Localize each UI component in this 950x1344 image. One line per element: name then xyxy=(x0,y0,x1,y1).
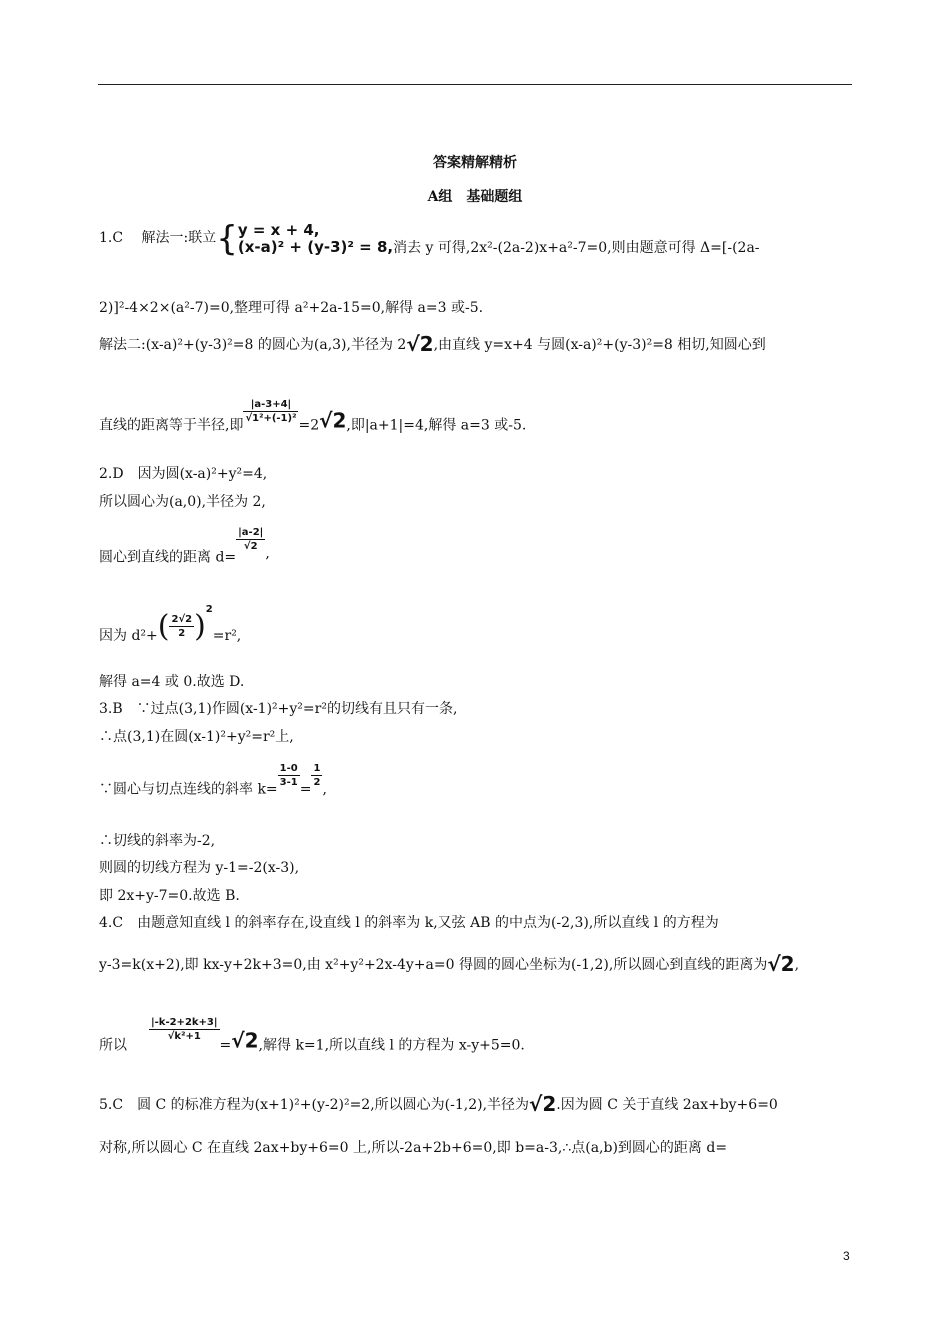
system-eq-1: y = x + 4, xyxy=(237,221,320,239)
fraction-half xyxy=(311,762,322,789)
q1-text: 消去 y 可得,2x²-(2a-2)x+a²-7=0,则由题意可得 Δ=[-(2a- xyxy=(393,240,760,256)
q2-because: 因为 d²+ xyxy=(99,628,158,644)
q5-line-2: 对称,所以圆心 C 在直线 2ax+by+6=0 上,所以-2a+2b+6=0,即 b=a-3,∴点(a,b)到圆心的距离 d= xyxy=(99,1140,728,1156)
fraction-numerator: 2√2 xyxy=(171,613,193,625)
page-title: 答案精解精析 xyxy=(433,155,517,171)
sqrt2-symbol: √2 xyxy=(406,332,434,356)
q4-distance-text: y-3=k(x+2),即 kx-y+2k+3=0,由 x²+y²+2x-4y+a=0 得圆的圆心坐标为(-1,2),所以圆心到直线的距离为 xyxy=(99,957,768,973)
q3-line-5: 则圆的切线方程为 y-1=-2(x-3), xyxy=(99,860,300,876)
sqrt2-symbol: √2 xyxy=(529,1092,557,1116)
q3-line-4: ∴切线的斜率为-2, xyxy=(99,833,216,849)
q2-eq-r: =r², xyxy=(212,628,242,644)
q3-line-3 xyxy=(99,762,327,800)
q5-line-1 xyxy=(99,1094,778,1115)
q2-line-3 xyxy=(99,526,270,568)
system-eq-2: (x-a)² + (y-3)² = 8, xyxy=(237,238,394,256)
q1-line-1 xyxy=(99,219,760,259)
fraction-numerator: |a-3+4| xyxy=(243,398,298,412)
q2-line-1: 2.D 因为圆(x-a)²+y²=4, xyxy=(99,466,268,482)
q1-distance-text: 直线的距离等于半径,即 xyxy=(99,417,244,434)
q1-line-4 xyxy=(99,398,526,436)
sqrt2-symbol: √2 xyxy=(231,1028,259,1053)
fraction-numerator: 1-0 xyxy=(279,763,298,774)
equals-2: =2 xyxy=(298,417,320,434)
fraction-denominator: √2 xyxy=(243,541,258,552)
fraction-slope xyxy=(278,762,300,789)
q4-line-1: 4.C 由题意知直线 l 的斜率存在,设直线 l 的斜率为 k,又弦 AB 的中点为(-2,3),所以直线 l 的方程为 xyxy=(99,915,719,931)
equals: = xyxy=(219,1037,232,1054)
fraction-numerator: |-k-2+2k+3| xyxy=(151,1017,218,1028)
q5-symmetric: .因为圆 C 关于直线 2ax+by+6=0 xyxy=(556,1097,778,1113)
q2-line-5: 解得 a=4 或 0.故选 D. xyxy=(99,674,245,690)
paren-left: ( xyxy=(157,609,170,644)
q3-slope-text: ∵圆心与切点连线的斜率 k= xyxy=(99,781,278,798)
q1-line-2: 2)]²-4×2×(a²-7)=0,整理可得 a²+2a-15=0,解得 a=3 或-5. xyxy=(99,300,484,316)
equals: = xyxy=(299,781,312,798)
q4-line-2 xyxy=(99,954,799,975)
q5-intro: 5.C 圆 C 的标准方程为(x+1)²+(y-2)²=2,所以圆心为(-1,2),半径为 xyxy=(99,1097,530,1113)
q2-line-4 xyxy=(99,600,241,646)
fraction-denominator: 2 xyxy=(313,777,321,788)
q4-conclusion: ,解得 k=1,所以直线 l 的方程为 x-y+5=0. xyxy=(258,1037,525,1054)
fraction-line-distance xyxy=(149,1016,220,1043)
q1-intro: 1.C 解法一:联立 xyxy=(99,230,217,246)
comma: , xyxy=(794,957,800,973)
q3-line-6: 即 2x+y-7=0.故选 B. xyxy=(99,888,240,904)
fraction-numerator: |a-2| xyxy=(238,527,264,538)
fraction-denominator: 2 xyxy=(178,627,186,639)
fraction-distance xyxy=(243,398,298,425)
q1-conclusion: ,即|a+1|=4,解得 a=3 或-5. xyxy=(346,417,527,434)
q1-method2-b: ,由直线 y=x+4 与圆(x-a)²+(y-3)²=8 相切,知圆心到 xyxy=(433,337,766,353)
q4-line-3 xyxy=(99,1016,525,1056)
comma: , xyxy=(322,781,327,798)
q3-line-1: 3.B ∵过点(3,1)作圆(x-1)²+y²=r²的切线有且只有一条, xyxy=(99,701,458,717)
sqrt2-symbol: √2 xyxy=(319,408,347,433)
comma: , xyxy=(265,545,270,562)
q1-line-3 xyxy=(99,334,766,355)
q4-so: 所以 xyxy=(99,1037,127,1054)
q2-distance-text: 圆心到直线的距离 d= xyxy=(99,549,237,566)
sqrt2-symbol: √2 xyxy=(767,952,795,976)
section-title: A组 基础题组 xyxy=(427,189,523,205)
fraction-half-diag xyxy=(169,613,194,640)
fraction-denominator: 3-1 xyxy=(279,777,298,788)
fraction-d xyxy=(236,526,265,553)
paren-right: ) xyxy=(194,609,206,644)
fraction-numerator: 1 xyxy=(313,763,321,774)
exponent-2: 2 xyxy=(205,604,213,615)
q1-method2-a: 解法二:(x-a)²+(y-3)²=8 的圆心为(a,3),半径为 2 xyxy=(99,337,407,353)
q2-line-2: 所以圆心为(a,0),半径为 2, xyxy=(99,494,266,510)
equation-system: { y = x + 4, (x-a)² + (y-3)² = 8, xyxy=(216,219,394,259)
header-rule xyxy=(98,84,852,85)
fraction-denominator: √k²+1 xyxy=(167,1031,201,1042)
q3-line-2: ∴点(3,1)在圆(x-1)²+y²=r²上, xyxy=(99,729,294,745)
fraction-denominator: √1²+(-1)² xyxy=(245,413,297,424)
page-number: 3 xyxy=(843,1249,850,1263)
